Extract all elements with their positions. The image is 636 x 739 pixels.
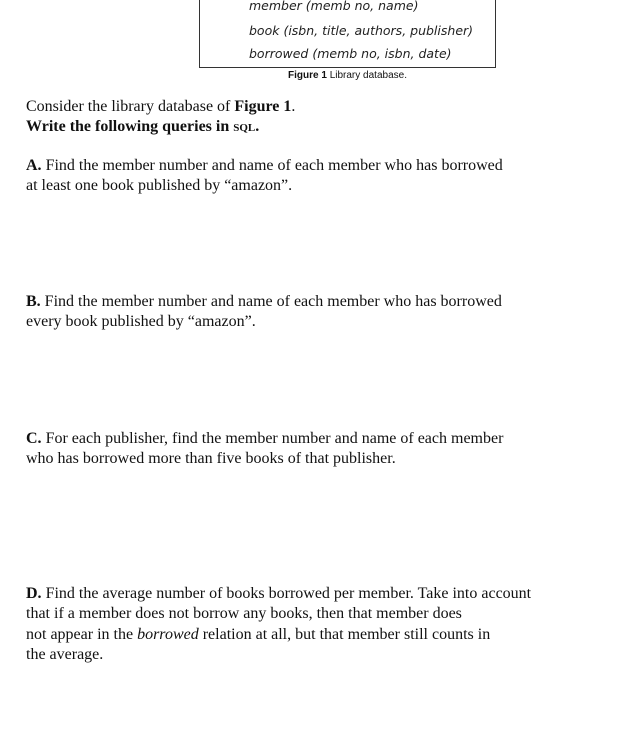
relation-member: member (memb no, name) (249, 0, 419, 13)
question-text: Find the member number and name of each member who has borrowed (40, 293, 502, 310)
question-label: D. (26, 585, 42, 602)
question-label: A. (26, 157, 42, 174)
instruction-period: . (255, 118, 260, 136)
question-text: relation at all, but that member still counts in (198, 625, 491, 643)
sql-label: sql (233, 118, 256, 136)
relation-name: borrowed (137, 625, 199, 643)
intro-period: . (291, 98, 296, 115)
relation-book: book (isbn, title, authors, publisher) (249, 23, 474, 38)
question-text: Find the member number and name of each member who has borrowed (41, 157, 503, 174)
question-text: For each publisher, find the member number and name of each member (41, 430, 504, 447)
figure-caption (199, 70, 496, 81)
figure-ref: Figure 1 (234, 98, 292, 115)
question-text: every book published by “amazon”. (26, 313, 256, 331)
question-text: who has borrowed more than five books of that publisher. (26, 450, 396, 468)
question-text: that if a member does not borrow any books, then that member does (26, 605, 462, 623)
question-label: C. (26, 430, 42, 447)
intro-text: Consider the library database of (26, 98, 235, 115)
question-text: at least one book published by “amazon”. (26, 177, 293, 195)
question-a (26, 156, 616, 197)
question-text: not appear in the (26, 625, 138, 643)
instruction: Write the following queries in (26, 118, 234, 136)
question-b (26, 292, 616, 333)
question-text: the average. (26, 645, 104, 663)
question-d (26, 584, 616, 665)
question-c (26, 429, 616, 470)
relation-borrowed: borrowed (memb no, isbn, date) (249, 46, 452, 61)
intro (26, 97, 616, 138)
question-text: Find the average number of books borrowed per member. Take into account (41, 585, 532, 602)
caption-text: Library database. (326, 70, 407, 81)
question-label: B. (26, 293, 41, 310)
caption-label: Figure 1 (288, 70, 327, 81)
